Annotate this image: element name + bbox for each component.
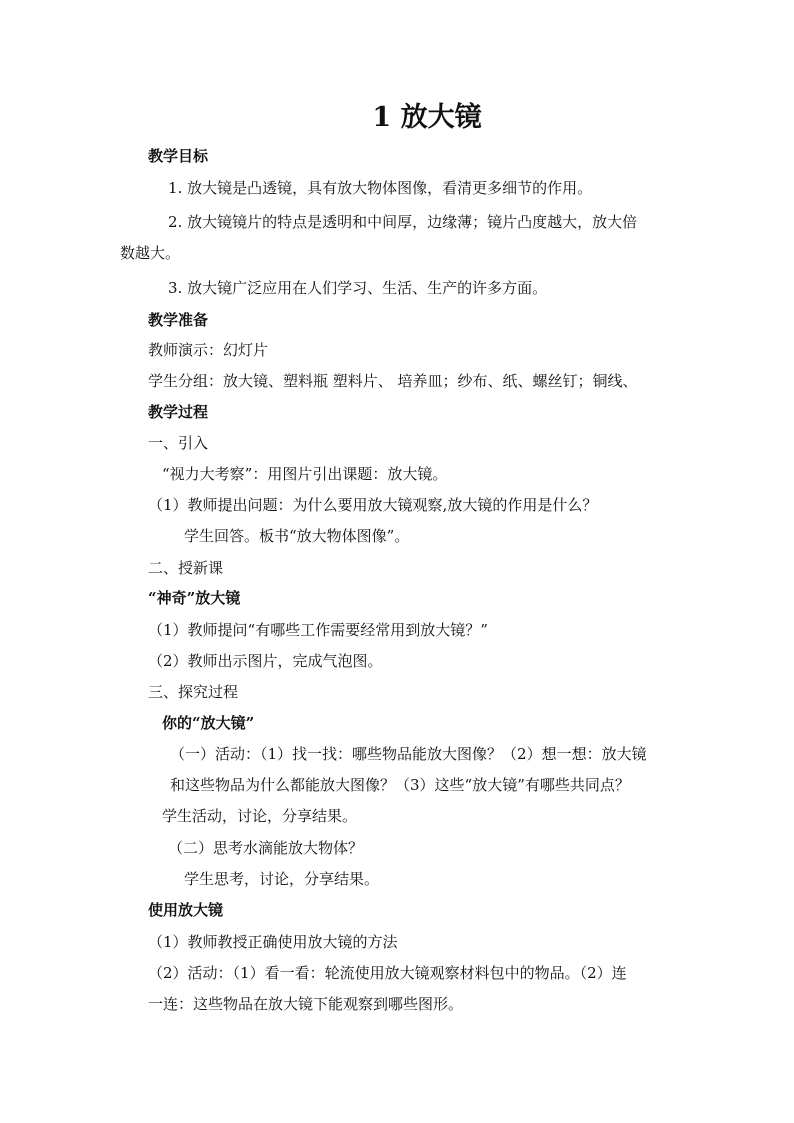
new-sub: “神奇”放大镜 xyxy=(148,589,241,607)
goal-1: 1. 放大镜是凸透镜，具有放大物体图像，看清更多细节的作用。 xyxy=(168,179,593,197)
prep-teacher: 教师演示：幻灯片 xyxy=(148,341,269,359)
document-title: 1 放大镜 xyxy=(372,102,482,133)
new-heading: 二、授新课 xyxy=(148,559,224,577)
prep-group: 学生分组：放大镜、塑料瓶 塑料片、 培养皿；纱布、纸、螺丝钉；铜线、 xyxy=(148,372,638,390)
explore-2b: 学生思考，讨论，分享结果。 xyxy=(184,870,380,888)
explore-heading: 三、探究过程 xyxy=(148,683,239,701)
intro-2: （1）教师提出问题：为什么要用放大镜观察,放大镜的作用是什么？ xyxy=(148,496,598,514)
explore-sub: 你的“放大镜” xyxy=(162,714,255,732)
prep-heading: 教学准备 xyxy=(148,311,209,329)
explore-2: （二）思考水滴能放大物体？ xyxy=(168,839,364,857)
goal-2b: 数越大。 xyxy=(120,244,181,262)
explore-1a: （一）活动：（1）找一找：哪些物品能放大图像？（2）想一想：放大镜 xyxy=(170,745,647,763)
goals-heading: 教学目标 xyxy=(148,147,209,165)
goal-3: 3. 放大镜广泛应用在人们学习、生活、生产的许多方面。 xyxy=(168,279,548,297)
use-heading: 使用放大镜 xyxy=(148,901,224,919)
intro-3: 学生回答。板书“放大物体图像”。 xyxy=(184,527,410,545)
goal-2a: 2. 放大镜镜片的特点是透明和中间厚，边缘薄；镜片凸度越大，放大倍 xyxy=(168,213,638,231)
intro-1: “视力大考察”：用图片引出课题：放大镜。 xyxy=(162,465,448,483)
use-2b: 一连：这些物品在放大镜下能观察到哪些图形。 xyxy=(148,995,464,1013)
new-1: （1）教师提问“有哪些工作需要经常用到放大镜？” xyxy=(148,621,488,639)
new-2: （2）教师出示图片，完成气泡图。 xyxy=(148,652,383,670)
intro-heading: 一、引入 xyxy=(148,434,209,452)
explore-1c: 学生活动，讨论，分享结果。 xyxy=(162,807,358,825)
explore-1b: 和这些物品为什么都能放大图像？（3）这些“放大镜”有哪些共同点？ xyxy=(170,776,630,794)
use-2a: （2）活动：（1）看一看：轮流使用放大镜观察材料包中的物品。（2）连 xyxy=(148,964,627,982)
use-1: （1）教师教授正确使用放大镜的方法 xyxy=(148,933,398,951)
process-heading: 教学过程 xyxy=(148,403,209,421)
